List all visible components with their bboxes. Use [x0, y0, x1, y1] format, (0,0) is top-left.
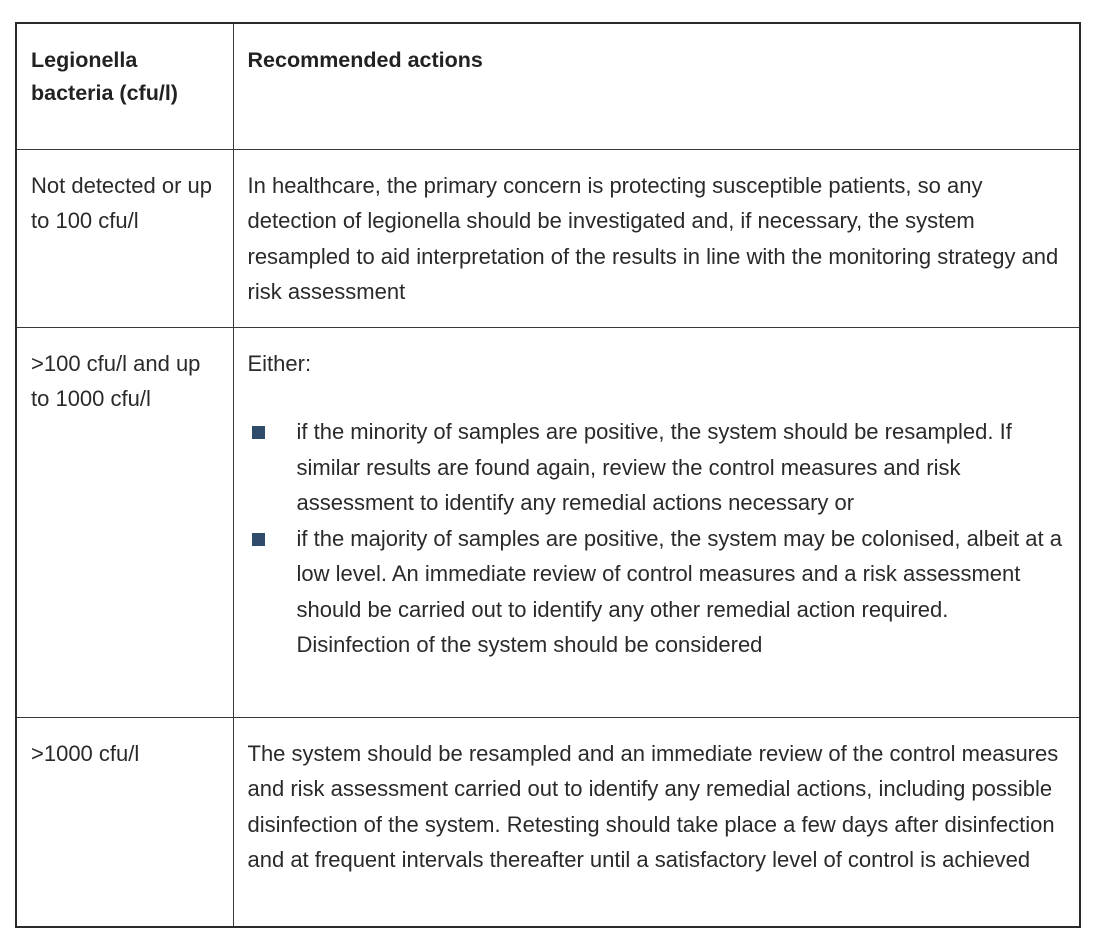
- header-legionella-bacteria: Legionella bacteria (cfu/l): [17, 24, 233, 149]
- action-cell: [233, 149, 1079, 327]
- list-item: [248, 521, 1066, 663]
- action-text: The system should be resampled and an immediate review of the control measures and risk assessment carried out to identify any remedial actions, including possible disinfection of the system. Retesting should take place a few days after disinfection and at frequent intervals thereafter until a satisfactory level of control is achieved: [247, 740, 1059, 872]
- table-row: [17, 717, 1079, 926]
- bullet-list: [248, 414, 1066, 663]
- either-intro: Either:: [247, 350, 312, 376]
- bullet-text: if the majority of samples are positive, the system may be colonised, albeit at a low level. An immediate review of control measures and a risk assessment should be carried out to identify any other remedial action required. Disinfection of the system should be considered: [296, 525, 1062, 657]
- header-recommended-actions: Recommended actions: [233, 24, 1079, 149]
- table: [17, 24, 1079, 926]
- table-row: [17, 149, 1079, 327]
- list-item: [248, 414, 1066, 521]
- action-cell: [233, 327, 1079, 717]
- level-cell: Not detected or up to 100 cfu/l: [17, 149, 233, 327]
- bullet-text: if the minority of samples are positive, the system should be resampled. If similar results are found again, review the control measures and risk assessment to identify any remedial actions necessary or: [296, 419, 1012, 515]
- action-cell: [233, 717, 1079, 926]
- square-bullet-icon: [252, 426, 265, 439]
- header-row: [17, 24, 1079, 149]
- square-bullet-icon: [252, 533, 265, 546]
- legionella-action-table: [15, 22, 1081, 928]
- table-row: [17, 327, 1079, 717]
- action-text: In healthcare, the primary concern is protecting susceptible patients, so any detection of legionella should be investigated and, if necessary, the system resampled to aid interpretation of the results in line with the monitoring strategy and risk assessment: [247, 172, 1059, 304]
- level-cell: >1000 cfu/l: [17, 717, 233, 926]
- level-cell: >100 cfu/l and up to 1000 cfu/l: [17, 327, 233, 717]
